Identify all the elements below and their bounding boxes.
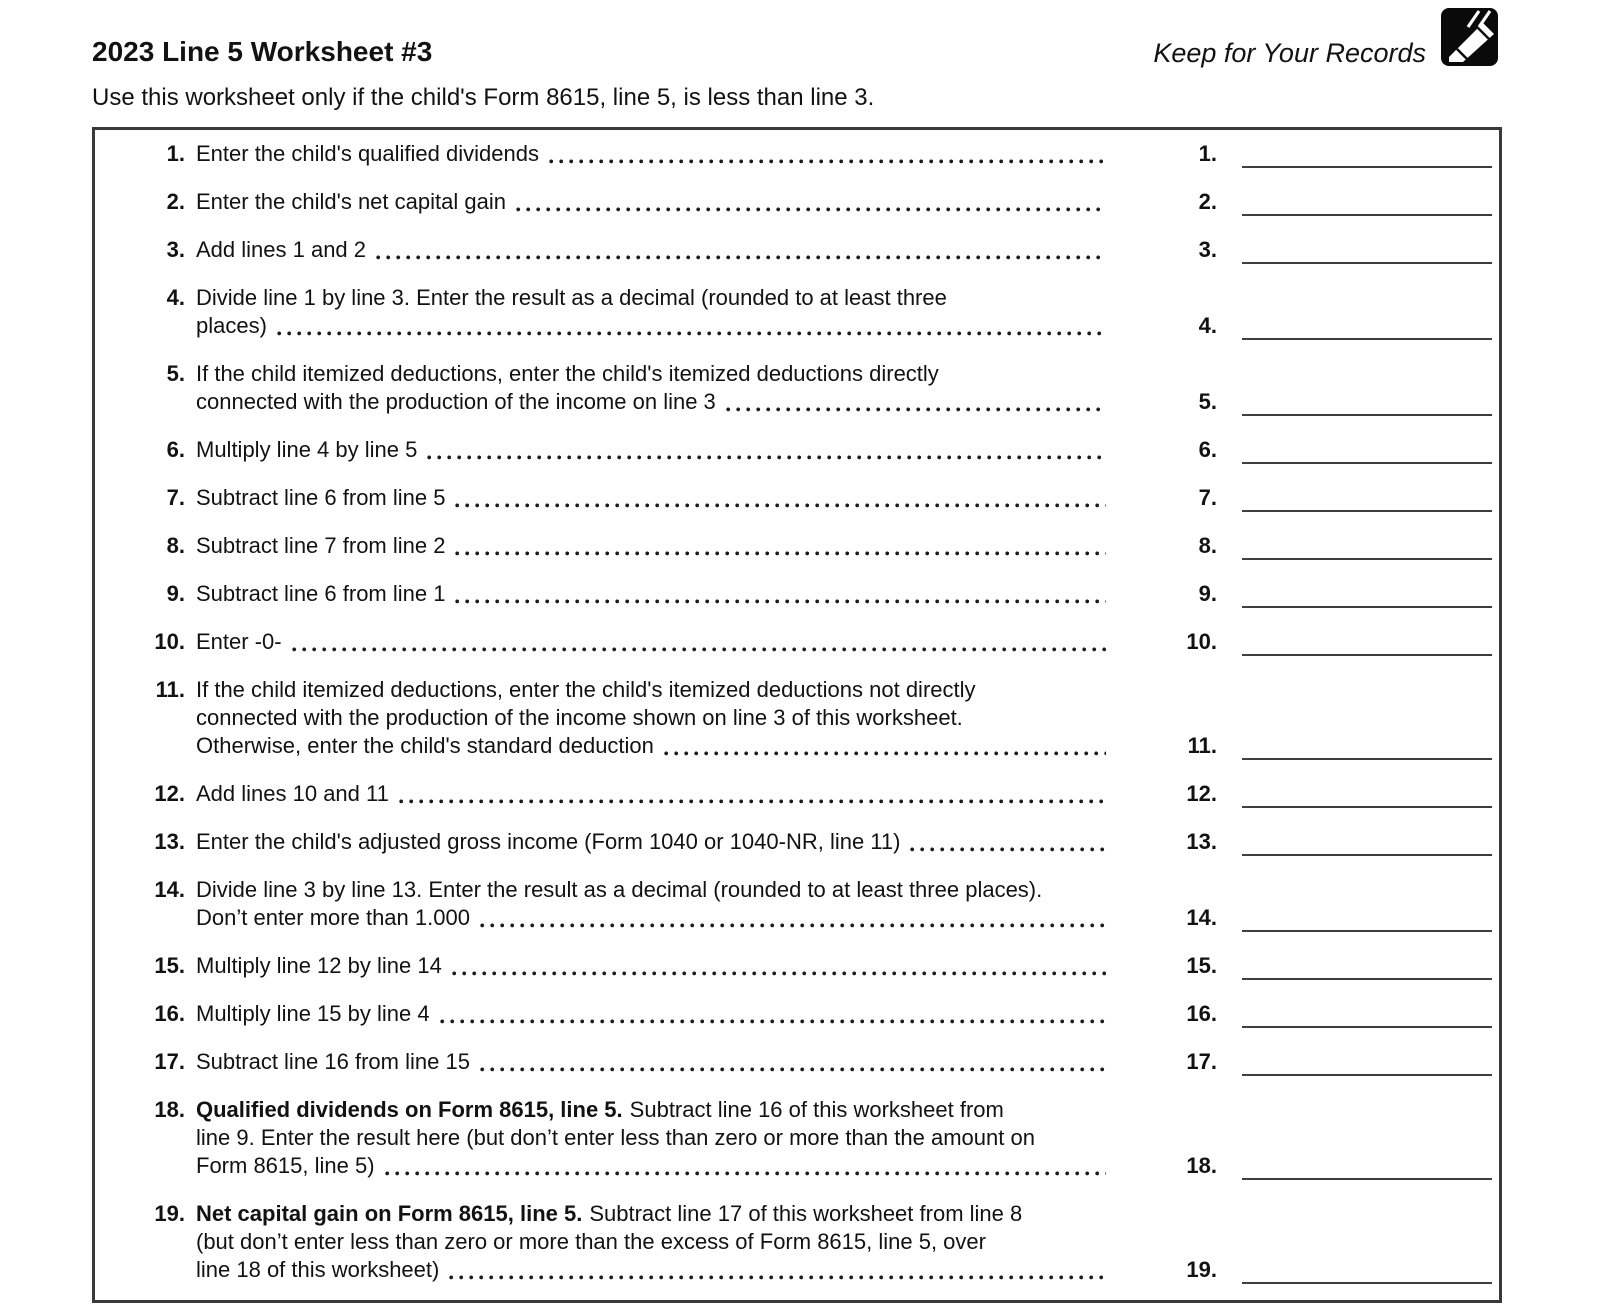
entry [1106,484,1492,512]
dot-leader [549,140,1106,168]
line-number: 7. [166,485,185,510]
entry-number: 7. [1198,485,1217,510]
dot-leader [292,628,1106,656]
description-line [196,360,1106,388]
description-line [196,236,1106,264]
line-description [196,780,1106,808]
entry-field[interactable] [1242,236,1492,264]
description-text: Subtract line 16 from line 15 [196,1049,470,1074]
line-description [196,140,1106,168]
entry-number: 11. [1187,733,1217,758]
entry-number: 3. [1198,237,1217,262]
entry [1106,388,1492,416]
entry-number: 18. [1186,1153,1217,1178]
worksheet-row [95,532,1499,560]
description-text: Multiply line 15 by line 4 [196,1001,430,1026]
line-description [196,236,1106,264]
description-line [196,436,1106,464]
bold-lead-text: Net capital gain on Form 8615, line 5. [196,1201,583,1226]
entry-field[interactable] [1242,312,1492,340]
line-number: 6. [166,437,185,462]
entry-field[interactable] [1242,628,1492,656]
entry-number: 8. [1198,533,1217,558]
description-text: Enter -0- [196,629,282,654]
line-number: 1. [166,141,185,166]
entry-number: 2. [1198,189,1217,214]
dot-leader [455,580,1106,608]
description-line [196,1000,1106,1028]
dot-leader [726,388,1106,416]
line-number: 3. [166,237,185,262]
line-description [196,1096,1106,1180]
description-text: Otherwise, enter the child's standard deduction [196,733,654,758]
dot-leader [277,312,1106,340]
worksheet-row [95,1048,1499,1076]
line-number: 15. [154,953,185,978]
line-description [196,1200,1106,1284]
description-text: Subtract line 17 of this worksheet from line 8 [589,1201,1023,1226]
worksheet-row [95,1000,1499,1028]
line-number: 4. [166,285,185,310]
line-description [196,532,1106,560]
worksheet-row [95,876,1499,932]
entry-field[interactable] [1242,1048,1492,1076]
worksheet-row [95,780,1499,808]
description-line [196,1256,1106,1284]
entry-field[interactable] [1242,828,1492,856]
entry-field[interactable] [1242,952,1492,980]
description-text: Add lines 10 and 11 [196,781,389,806]
entry [1106,628,1492,656]
dot-leader [449,1256,1106,1284]
description-text: If the child itemized deductions, enter the child's itemized deductions not directly [196,677,976,702]
entry-number: 10. [1186,629,1217,654]
line-number: 18. [154,1097,185,1122]
description-line [196,676,1106,704]
line-description [196,828,1106,856]
line-number: 14. [154,877,185,902]
worksheet-box [92,127,1502,1303]
description-line [196,484,1106,512]
line-number: 17. [154,1049,185,1074]
dot-leader [910,828,1106,856]
worksheet-row [95,188,1499,216]
line-description [196,284,1106,340]
description-text: line 18 of this worksheet) [196,1257,440,1282]
dot-leader [376,236,1106,264]
description-line [196,188,1106,216]
description-line [196,828,1106,856]
description-line [196,732,1106,760]
line-description [196,484,1106,512]
entry [1106,904,1492,932]
line-number: 13. [154,829,185,854]
worksheet-row [95,676,1499,760]
worksheet-row [95,360,1499,416]
worksheet-title: 2023 Line 5 Worksheet #3 [92,36,433,67]
dot-leader [480,904,1106,932]
entry [1106,436,1492,464]
line-description [196,360,1106,416]
line-number: 12. [154,781,185,806]
entry-field[interactable] [1242,904,1492,932]
entry-field[interactable] [1242,780,1492,808]
entry-number: 19. [1186,1257,1217,1282]
worksheet-row [95,1200,1499,1284]
entry [1106,580,1492,608]
line-description [196,580,1106,608]
entry-field[interactable] [1242,1256,1492,1284]
description-text: Multiply line 12 by line 14 [196,953,442,978]
dot-leader [452,952,1106,980]
entry [1106,732,1492,760]
description-text: Form 8615, line 5) [196,1153,375,1178]
worksheet-row [95,952,1499,980]
entry [1106,188,1492,216]
entry [1106,828,1492,856]
entry-number: 1. [1198,141,1217,166]
entry-number: 14. [1186,905,1217,930]
line-description [196,628,1106,656]
description-text: Subtract line 6 from line 1 [196,581,446,606]
line-number: 19. [154,1201,185,1226]
description-text: connected with the production of the income on line 3 [196,389,716,414]
entry-number: 9. [1198,581,1217,606]
entry [1106,140,1492,168]
bold-lead-text: Qualified dividends on Form 8615, line 5. [196,1097,623,1122]
description-line [196,580,1106,608]
entry [1106,236,1492,264]
description-line [196,1096,1106,1124]
entry-field[interactable] [1242,732,1492,760]
line-number: 16. [154,1001,185,1026]
entry-field[interactable] [1242,140,1492,168]
entry [1106,1048,1492,1076]
description-line [196,904,1106,932]
worksheet-row [95,436,1499,464]
description-line [196,952,1106,980]
dot-leader [664,732,1106,760]
line-description [196,676,1106,760]
keep-for-records-label: Keep for Your Records [1153,38,1426,68]
line-description [196,1048,1106,1076]
description-line [196,388,1106,416]
line-number: 10. [154,629,185,654]
description-line [196,140,1106,168]
description-text: Add lines 1 and 2 [196,237,367,262]
pencil-icon [1441,8,1498,66]
entry [1106,1256,1492,1284]
worksheet-row [95,628,1499,656]
description-text: Enter the child's adjusted gross income (Form 1040 or 1040-NR, line 11) [196,829,901,854]
description-line [196,1048,1106,1076]
description-text: If the child itemized deductions, enter the child's itemized deductions directly [196,361,939,386]
entry-number: 15. [1186,953,1217,978]
entry-field[interactable] [1242,188,1492,216]
entry-field[interactable] [1242,532,1492,560]
description-line [196,876,1106,904]
entry [1106,780,1492,808]
description-line [196,1228,1106,1256]
worksheet-rows [95,140,1499,1284]
entry-number: 12. [1186,781,1217,806]
entry-field[interactable] [1242,1152,1492,1180]
description-line [196,704,1106,732]
line-number: 9. [166,581,185,606]
entry [1106,952,1492,980]
line-description [196,188,1106,216]
description-line [196,1124,1106,1152]
description-line [196,284,1106,312]
entry-number: 13. [1186,829,1217,854]
entry-number: 17. [1186,1049,1217,1074]
entry [1106,312,1492,340]
worksheet-row [95,484,1499,512]
dot-leader [399,780,1106,808]
worksheet-row [95,236,1499,264]
description-text: Enter the child's qualified dividends [196,141,539,166]
entry-number: 16. [1186,1001,1217,1026]
description-text: Subtract line 7 from line 2 [196,533,446,558]
dot-leader [440,1000,1106,1028]
entry-field[interactable] [1242,436,1492,464]
worksheet-row [95,140,1499,168]
description-text: places) [196,313,267,338]
entry [1106,1152,1492,1180]
entry [1106,1000,1492,1028]
entry-field[interactable] [1242,484,1492,512]
entry [1106,532,1492,560]
entry-number: 4. [1198,313,1217,338]
worksheet-row [95,1096,1499,1180]
entry-field[interactable] [1242,1000,1492,1028]
line-description [196,1000,1106,1028]
worksheet-row [95,580,1499,608]
description-line [196,1200,1106,1228]
dot-leader [480,1048,1106,1076]
dot-leader [455,532,1106,560]
dot-leader [427,436,1106,464]
description-text: connected with the production of the income shown on line 3 of this worksheet. [196,705,963,730]
description-text: Don’t enter more than 1.000 [196,905,470,930]
line-number: 8. [166,533,185,558]
description-text: Subtract line 6 from line 5 [196,485,446,510]
description-line [196,628,1106,656]
worksheet-instruction: Use this worksheet only if the child's Form 8615, line 5, is less than line 3. [92,84,875,111]
dot-leader [516,188,1106,216]
description-line [196,312,1106,340]
description-text: line 9. Enter the result here (but don’t enter less than zero or more than the amount on [196,1125,1035,1150]
entry-field[interactable] [1242,388,1492,416]
line-number: 5. [166,361,185,386]
line-description [196,436,1106,464]
description-text: Multiply line 4 by line 5 [196,437,418,462]
dot-leader [455,484,1106,512]
entry-number: 6. [1198,437,1217,462]
line-number: 11. [155,677,185,702]
description-line [196,780,1106,808]
line-number: 2. [166,189,185,214]
dot-leader [385,1152,1106,1180]
line-description [196,952,1106,980]
description-text: Divide line 3 by line 13. Enter the result as a decimal (rounded to at least three places). [196,877,1043,902]
worksheet-row [95,284,1499,340]
description-text: Divide line 1 by line 3. Enter the result as a decimal (rounded to at least three [196,285,947,310]
description-text: Enter the child's net capital gain [196,189,506,214]
line-description [196,876,1106,932]
entry-number: 5. [1198,389,1217,414]
entry-field[interactable] [1242,580,1492,608]
worksheet-row [95,828,1499,856]
description-text: Subtract line 16 of this worksheet from [629,1097,1004,1122]
description-text: (but don’t enter less than zero or more than the excess of Form 8615, line 5, over [196,1229,986,1254]
description-line [196,1152,1106,1180]
description-line [196,532,1106,560]
